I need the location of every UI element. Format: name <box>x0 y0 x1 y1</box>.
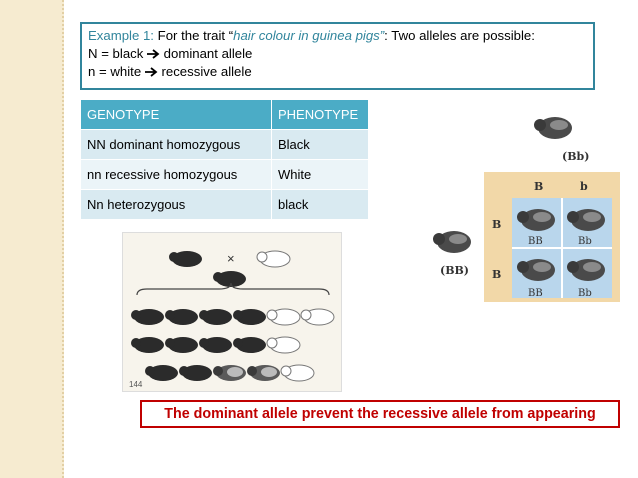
dominance-note: The dominant allele prevent the recessive allele from appearing <box>140 400 620 428</box>
example-rest: : Two alleles are possible: <box>384 28 535 43</box>
allele-N-text: N = black <box>88 46 148 61</box>
figure-number: 144 <box>129 380 143 389</box>
col-allele-1: B <box>534 180 544 193</box>
table-row <box>81 160 369 190</box>
cross-symbol: × <box>227 251 235 266</box>
genotype-table <box>80 99 369 220</box>
allele-N-desc: dominant allele <box>160 46 253 61</box>
example-trait: hair colour in guinea pigs” <box>233 28 385 43</box>
col-allele-2: b <box>580 180 588 193</box>
header-genotype: GENOTYPE <box>81 100 272 130</box>
offspring-row-1 <box>131 309 334 325</box>
parent-top-label: (Bb) <box>562 150 590 163</box>
phenotype-cell: black <box>272 190 369 220</box>
allele-n-desc: recessive allele <box>157 64 252 79</box>
punnett-square-illustration <box>420 106 620 304</box>
header-phenotype: PHENOTYPE <box>272 100 369 130</box>
punnett-cell-label: Bb <box>578 288 592 299</box>
phenotype-cell: Black <box>272 130 369 160</box>
example-line-1 <box>88 27 587 45</box>
punnett-cell-label: BB <box>528 288 543 299</box>
arrow-right-icon <box>147 49 160 59</box>
decorative-left-band <box>0 0 64 478</box>
example-box <box>80 22 595 90</box>
punnett-cell-label: Bb <box>578 236 592 247</box>
table-row <box>81 130 369 160</box>
phenotype-cell: White <box>272 160 369 190</box>
offspring-row-3 <box>145 365 314 381</box>
parent-black-guinea-pig <box>169 251 202 267</box>
table-header-row <box>81 100 369 130</box>
example-intro: For the trait “ <box>153 28 234 43</box>
genotype-cell: Nn heterozygous <box>81 190 272 220</box>
guinea-pig-cross-illustration <box>122 232 342 392</box>
table-row <box>81 190 369 220</box>
allele-n-text: n = white <box>88 64 145 79</box>
cross-drawing <box>123 233 341 391</box>
genotype-cell: nn recessive homozygous <box>81 160 272 190</box>
parent-bb-top-guinea-pig <box>534 117 572 139</box>
offspring-row-2 <box>131 337 300 353</box>
example-line-3 <box>88 63 587 81</box>
f1-guinea-pig <box>213 271 246 287</box>
example-label: Example 1: <box>88 28 154 43</box>
parent-left-label: (BB) <box>440 264 470 277</box>
punnett-cell-label: BB <box>528 236 543 247</box>
row-allele-1: B <box>492 218 502 231</box>
example-line-2 <box>88 45 587 63</box>
parent-white-guinea-pig <box>257 251 290 267</box>
genotype-cell: NN dominant homozygous <box>81 130 272 160</box>
row-allele-2: B <box>492 268 502 281</box>
arrow-right-icon <box>145 67 158 77</box>
parent-bb-left-guinea-pig <box>433 231 471 253</box>
